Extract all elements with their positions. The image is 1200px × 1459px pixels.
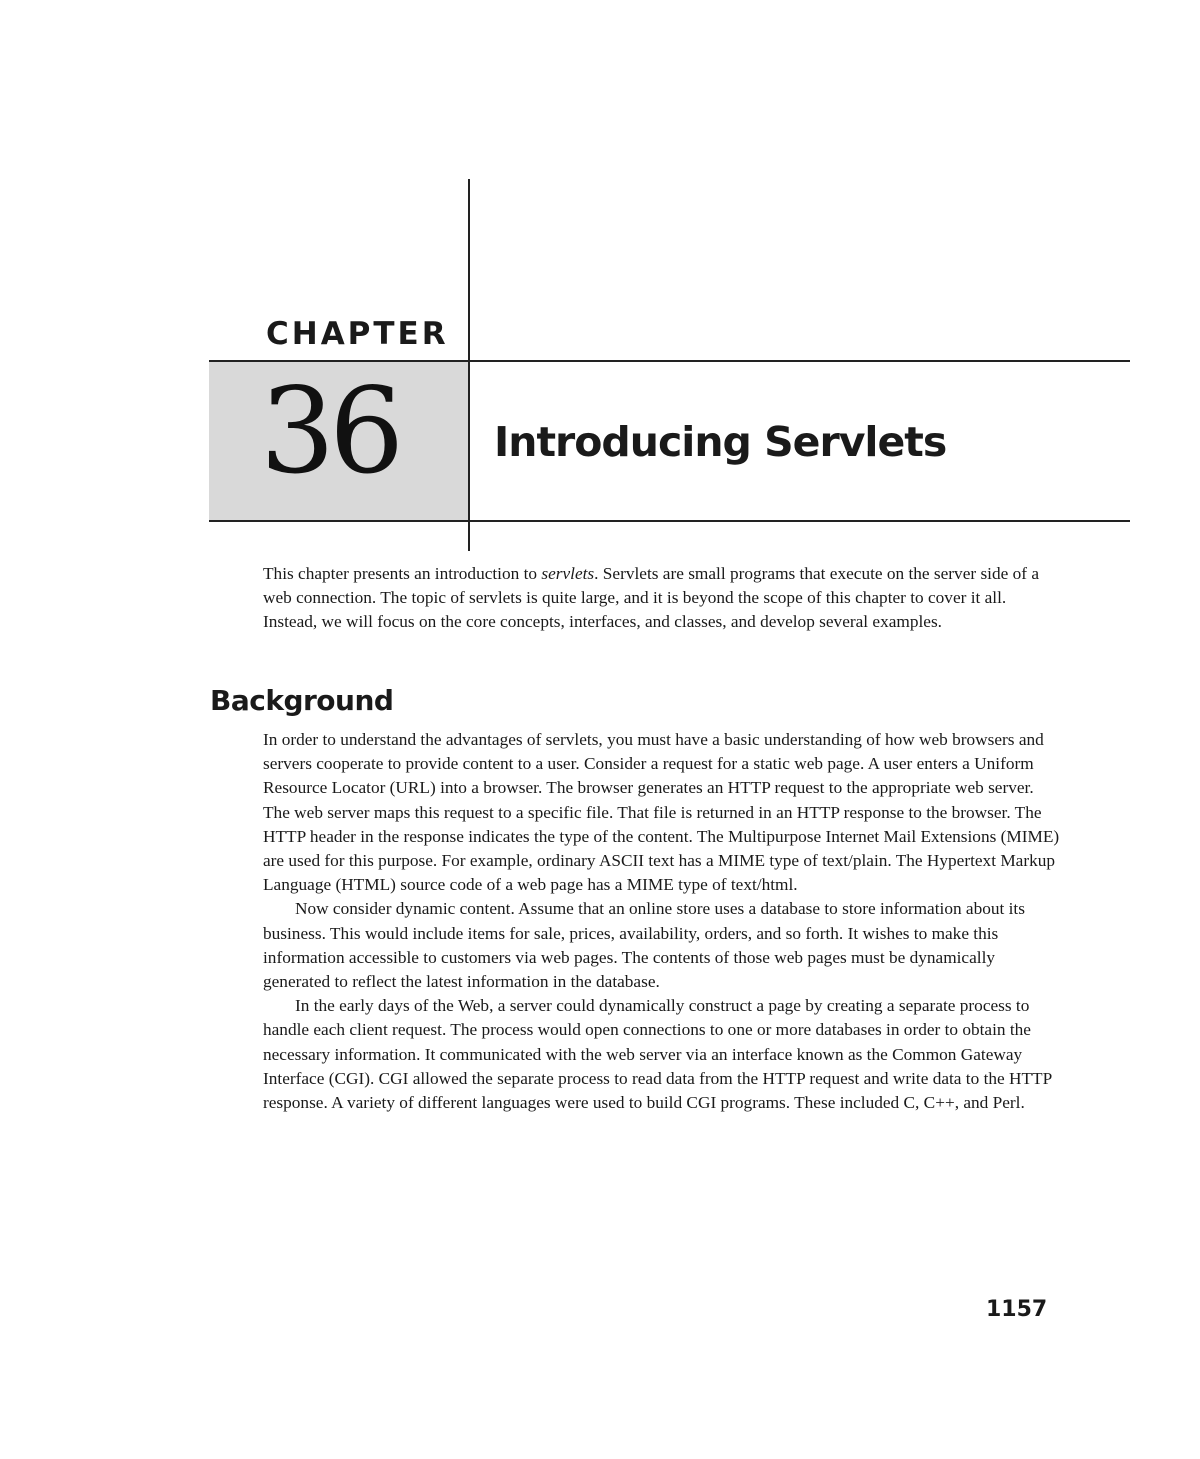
intro-text-end: . Servlets are small programs that execute on the server side of a web connection. The topic of servlets is quite large, and it is beyond the scope of this chapter to cover it all. Instead, we will focus on the core concepts, interfaces, and classes, and develop several examples. xyxy=(263,564,1039,632)
intro-text-start: This chapter presents an introduction to xyxy=(263,564,542,583)
page-number: 1157 xyxy=(986,1297,1048,1322)
chapter-label: CHAPTER xyxy=(266,316,449,352)
section-body xyxy=(263,728,1063,1115)
chapter-title: Introducing Servlets xyxy=(494,418,947,466)
intro-paragraph xyxy=(263,562,1063,635)
body-paragraph: In the early days of the Web, a server could dynamically construct a page by creating a separate process to handle each client request. The process would open connections to one or more databases in order to obtain the necessary information. It communicated with the web server via an interface known as the Common Gateway Interface (CGI). CGI allowed the separate process to read data from the HTTP request and write data to the HTTP response. A variety of different languages were used to build CGI programs. These included C, C++, and Perl. xyxy=(263,996,1052,1113)
chapter-vertical-rule xyxy=(468,179,470,551)
body-paragraph: In order to understand the advantages of servlets, you must have a basic understanding of how web browsers and servers cooperate to provide content to a user. Consider a request for a static web page. A user enters a Uniform Resource Locator (URL) into a browser. The browser generates an HTTP request to the appropriate web server. The web server maps this request to a specific file. That file is returned in an HTTP response to the browser. The HTTP header in the response indicates the type of the content. The Multipurpose Internet Mail Extensions (MIME) are used for this purpose. For example, ordinary ASCII text has a MIME type of text/plain. The Hypertext Markup Language (HTML) source code of a web page has a MIME type of text/html. xyxy=(263,730,1060,895)
body-paragraph: Now consider dynamic content. Assume that an online store uses a database to store information about its business. This would include items for sale, prices, availability, orders, and so forth. It wishes to make this information accessible to customers via web pages. The contents of those web pages must be dynamically generated to reflect the latest information in the database. xyxy=(263,899,1025,992)
chapter-number: 36 xyxy=(260,362,399,500)
intro-term: servlets xyxy=(541,564,595,583)
chapter-bottom-rule xyxy=(209,520,1130,522)
section-heading: Background xyxy=(210,684,394,717)
